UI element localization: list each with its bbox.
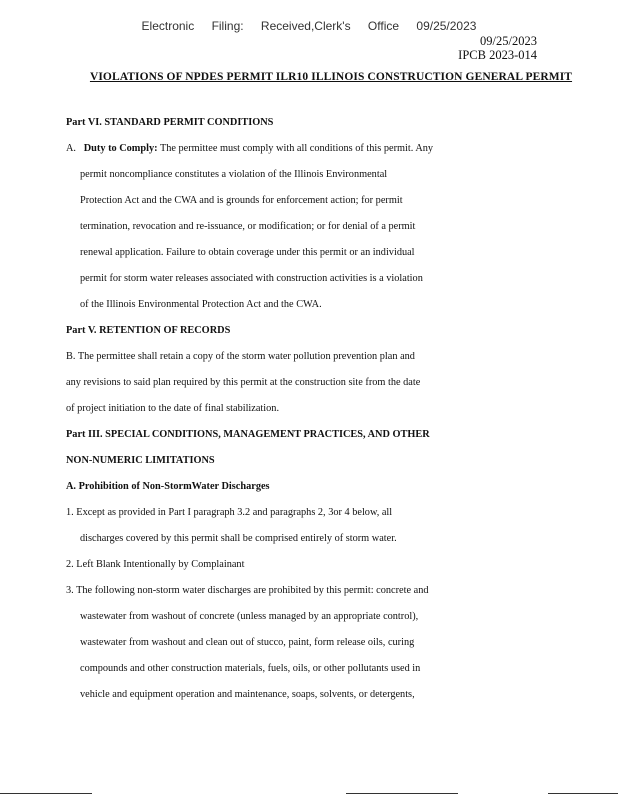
part6-line: Protection Act and the CWA and is grounds for enforcement action; for permit bbox=[80, 195, 403, 206]
stamp-date: 09/25/2023 bbox=[416, 19, 477, 33]
filing-stamp bbox=[0, 19, 618, 33]
footer-rule bbox=[346, 793, 458, 794]
part3-item1-line: discharges covered by this permit shall be comprised entirely of storm water. bbox=[80, 533, 397, 544]
footer-rule bbox=[0, 793, 92, 794]
part5-line: any revisions to said plan required by this permit at the construction site from the date bbox=[66, 377, 421, 388]
footer-rule bbox=[548, 793, 618, 794]
part3-item3-line: 3. The following non-storm water discharges are prohibited by this permit: concrete and bbox=[66, 585, 429, 596]
part5-heading: Part V. RETENTION OF RECORDS bbox=[66, 325, 231, 336]
stamp-office: Office bbox=[367, 19, 400, 33]
stamp-received: Received,Clerk's bbox=[260, 19, 351, 33]
part6-line: of the Illinois Environmental Protection Act and the CWA. bbox=[80, 299, 322, 310]
part3-item2: 2. Left Blank Intentionally by Complainant bbox=[66, 559, 245, 570]
part5-line: B. The permittee shall retain a copy of the storm water pollution prevention plan and bbox=[66, 351, 415, 362]
document-body bbox=[66, 110, 546, 708]
part6-heading: Part VI. STANDARD PERMIT CONDITIONS bbox=[66, 117, 274, 128]
part3-item3-line: wastewater from washout and clean out of stucco, paint, form release oils, curing bbox=[80, 637, 415, 648]
part3-item1-line: 1. Except as provided in Part I paragraph 3.2 and paragraphs 2, 3or 4 below, all bbox=[66, 507, 393, 518]
document-number-block bbox=[458, 34, 537, 62]
part3-item3-line: wastewater from washout of concrete (unless managed by an appropriate control), bbox=[80, 611, 419, 622]
stamp-filing: Filing: bbox=[211, 19, 244, 33]
part6-a-label: A. bbox=[66, 143, 77, 154]
part3-heading: Part III. SPECIAL CONDITIONS, MANAGEMENT PRACTICES, AND OTHER bbox=[66, 429, 430, 440]
part6-line: renewal application. Failure to obtain coverage under this permit or an individual bbox=[80, 247, 415, 258]
part3-item3-line: vehicle and equipment operation and maintenance, soaps, solvents, or detergents, bbox=[80, 689, 415, 700]
case-number: IPCB 2023-014 bbox=[458, 48, 537, 62]
part3-heading-cont: NON-NUMERIC LIMITATIONS bbox=[66, 455, 215, 466]
part3-item3-line: compounds and other construction materials, fuels, oils, or other pollutants used in bbox=[80, 663, 421, 674]
part5-line: of project initiation to the date of final stabilization. bbox=[66, 403, 280, 414]
page-title: VIOLATIONS OF NPDES PERMIT ILR10 ILLINOIS CONSTRUCTION GENERAL PERMIT bbox=[89, 71, 573, 83]
part6-line: permit for storm water releases associated with construction activities is a violation bbox=[80, 273, 423, 284]
part6-line: permit noncompliance constitutes a violation of the Illinois Environmental bbox=[80, 169, 388, 180]
header-date: 09/25/2023 bbox=[480, 34, 537, 48]
part6-paragraph-a-first-line bbox=[66, 136, 546, 162]
part3-subheading: A. Prohibition of Non-StormWater Discharges bbox=[66, 481, 270, 492]
duty-to-comply-label: Duty to Comply: bbox=[83, 143, 158, 154]
part6-line: termination, revocation and re-issuance, or modification; or for denial of a permit bbox=[80, 221, 416, 232]
part6-line: The permittee must comply with all conditions of this permit. Any bbox=[159, 143, 434, 154]
stamp-electronic: Electronic bbox=[141, 19, 195, 33]
